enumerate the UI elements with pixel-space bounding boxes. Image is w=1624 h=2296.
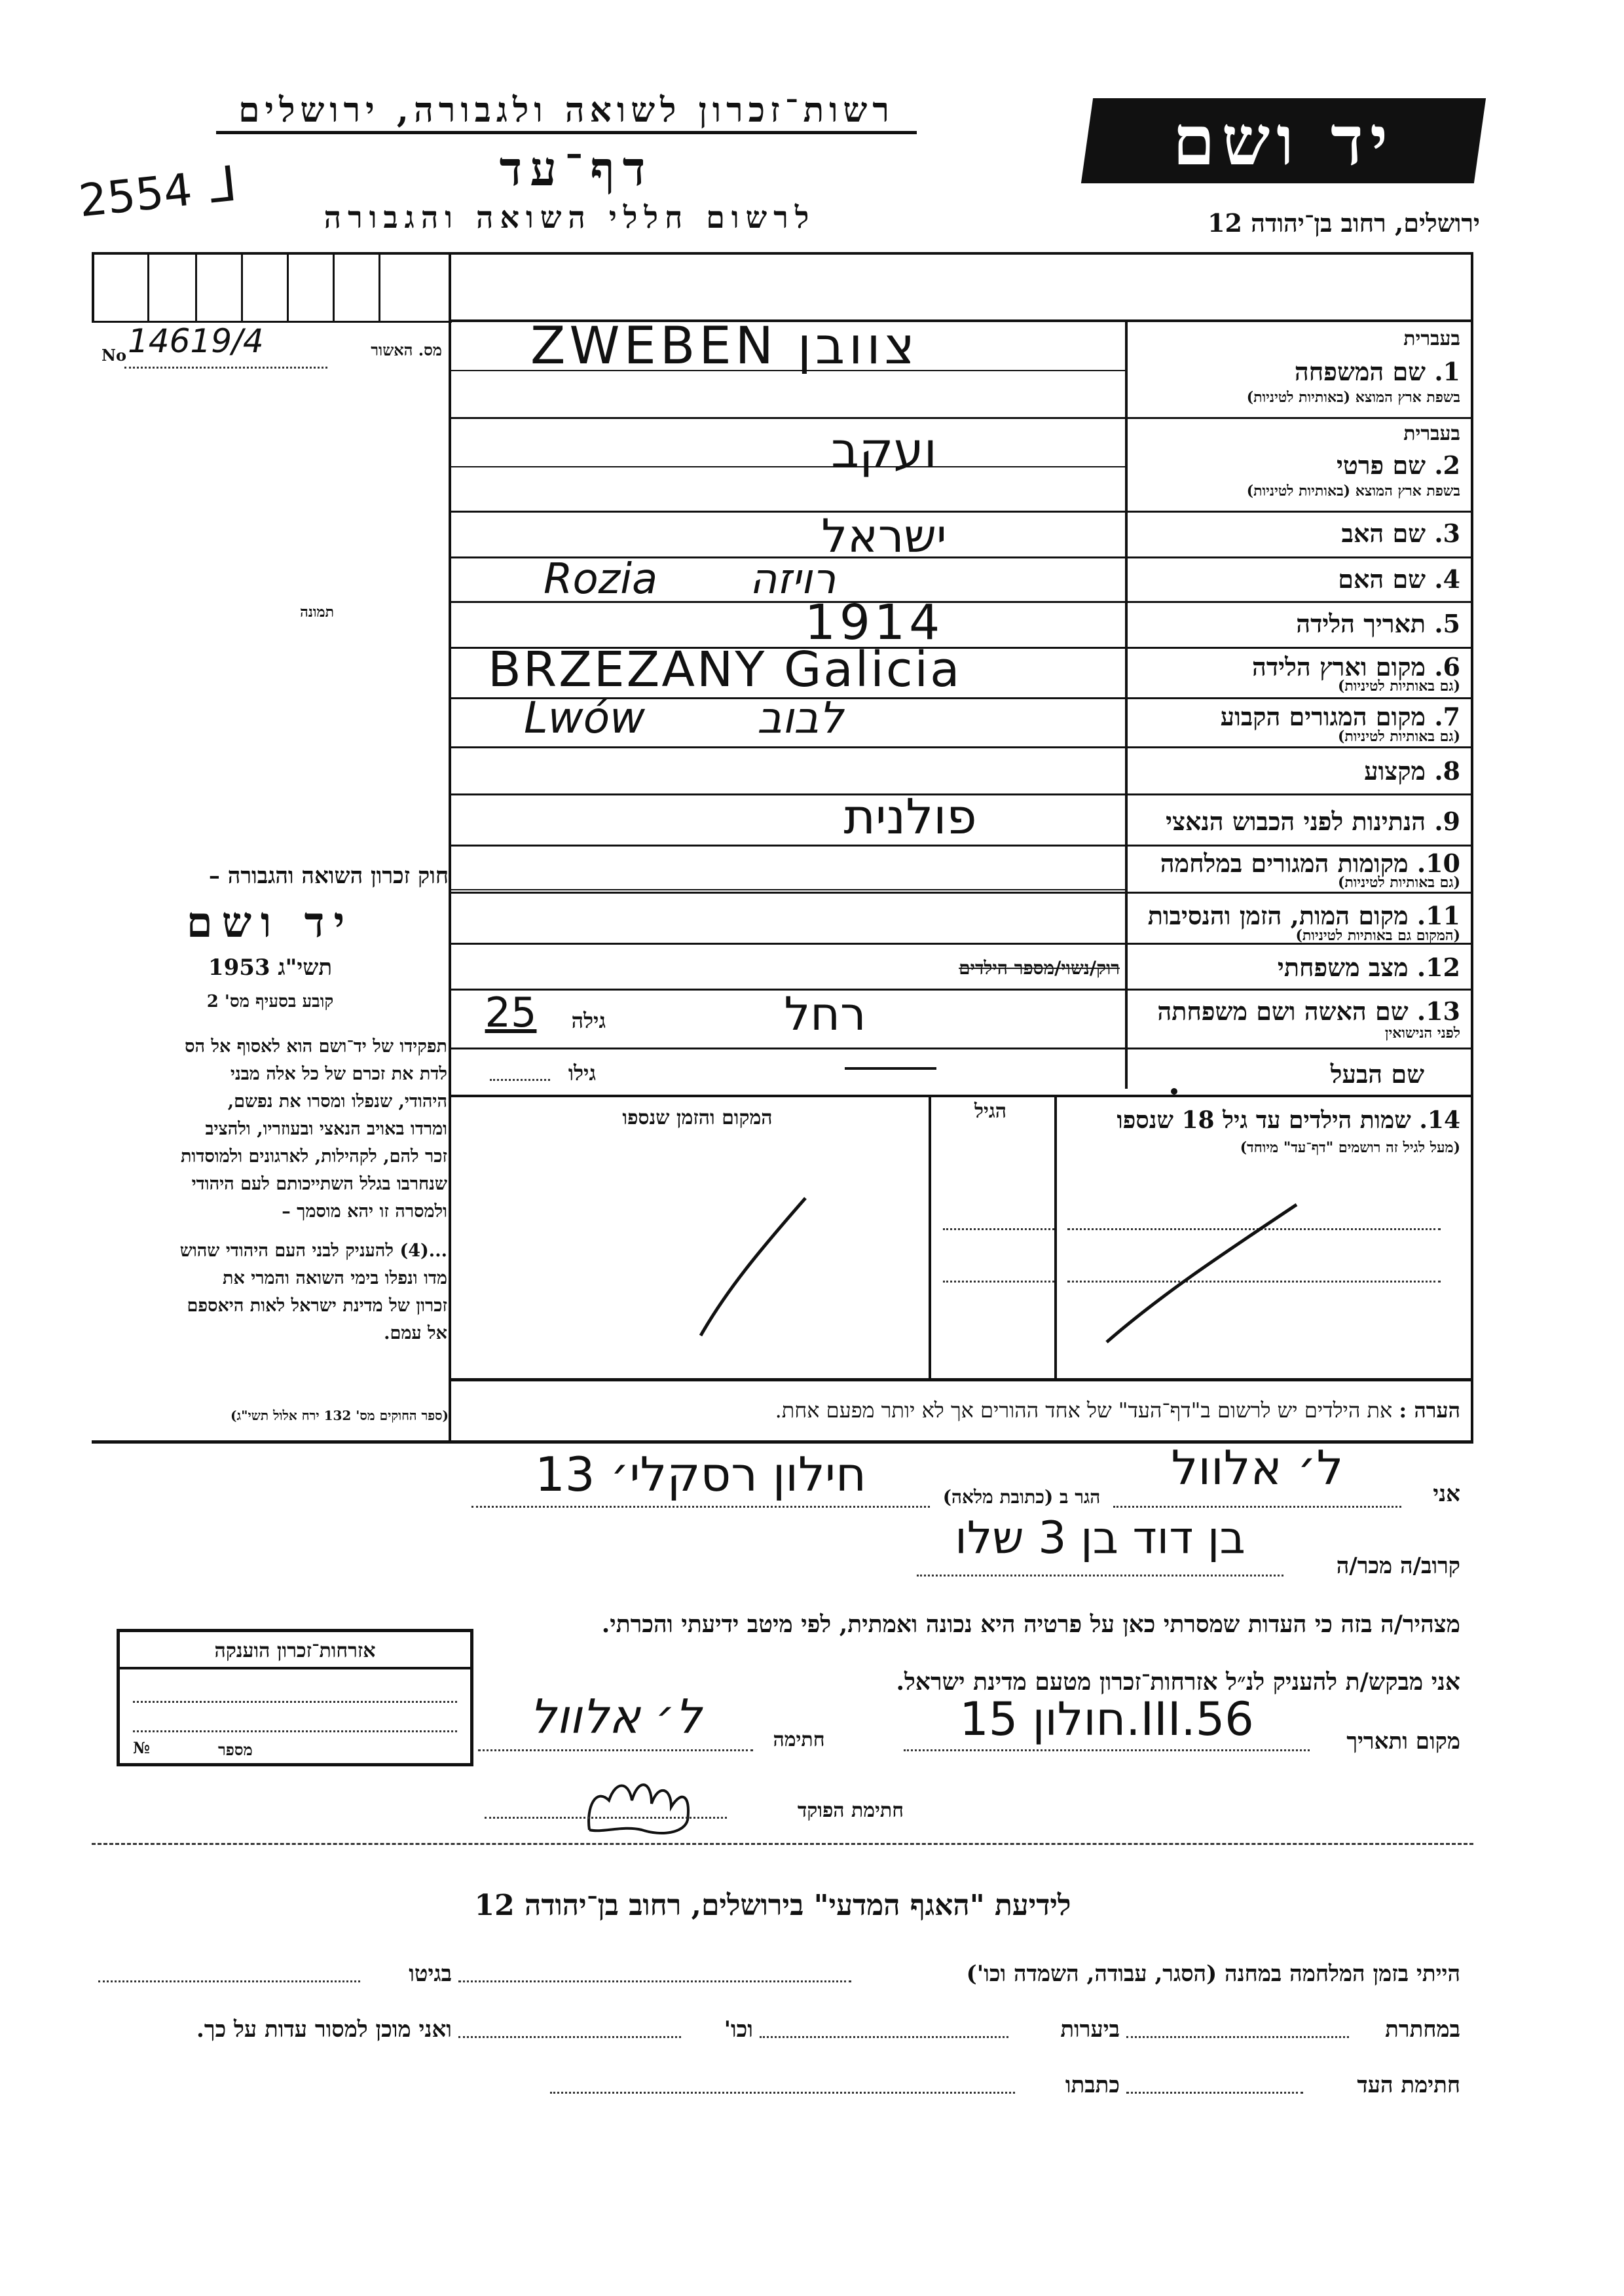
field-7-label: 7. מקום המגורים הקבוע	[1220, 702, 1460, 731]
wife-age-label: גילה	[571, 1008, 606, 1033]
signature-label: חתימה	[773, 1728, 825, 1751]
children-col-place: המקום והזמן שנספו	[622, 1106, 773, 1129]
law-year: תשי"ג 1953	[208, 955, 333, 981]
children-col-age: הגיל	[974, 1100, 1007, 1123]
approval-field	[101, 322, 442, 367]
footer-line2-mid1: ביערות	[1060, 2016, 1120, 2043]
authority-title: רשות־זכרון לשואה ולגבורה, ירושלים	[238, 90, 895, 130]
citizenship-title: אזרחות־זכרון הוענקה	[120, 1635, 470, 1669]
field-9-label: 9. הנתינות לפני הכבוש הנאצי	[1166, 807, 1460, 836]
official-label: חתימת הפוקד	[797, 1799, 904, 1822]
husband-age-label: גילו	[568, 1061, 596, 1085]
label-divider	[1125, 319, 1128, 1089]
approval-value: 14619/4	[128, 322, 264, 360]
field-3-value: ישראל	[821, 509, 947, 563]
request: אני מבקש/ת להעניק לנ״ל אזרחות־זכרון מטעם מדינת ישראל.	[896, 1668, 1460, 1696]
logo	[1081, 98, 1486, 183]
field-13-value: רחל	[784, 987, 866, 1041]
footer-line1-label: הייתי בזמן המלחמה במחנה (הסגר, עבודה, השמדה וכו')	[966, 1961, 1460, 1987]
field-13-sub: לפני הנישואין	[1384, 1025, 1460, 1042]
witness-ani-label: אני	[1433, 1481, 1460, 1507]
children-col-divider-1	[929, 1095, 931, 1379]
field-12-label: 12. מצב משפחתי	[1277, 953, 1460, 982]
citizenship-number-label: מספר	[218, 1740, 253, 1759]
field-1-sub: בשפת ארץ המוצא (באותיות לטיניות)	[1246, 389, 1460, 406]
footer-line1-end: בגיטו	[409, 1961, 452, 1987]
field-4-label: 4. שם האם	[1338, 564, 1460, 594]
address: ירושלים, רחוב בן־יהודה 12	[1208, 208, 1480, 238]
witness-resident-label: הגר ב (כתובת מלאה)	[942, 1486, 1101, 1508]
approval-no-label: No	[101, 346, 126, 365]
children-col-divider-2	[1054, 1095, 1057, 1379]
citizenship-number-prefix: №	[133, 1738, 151, 1757]
field-1-lang: בעברית	[1403, 327, 1460, 350]
footer-line2-end: ואני מוכן למסור עדות על כך.	[196, 2016, 452, 2043]
field-7-value: Lwów לבוב	[524, 693, 843, 743]
footer-line2-start: במחתרת	[1385, 2016, 1460, 2043]
field-8-label: 8. מקצוע	[1364, 756, 1460, 786]
archive-mark-icon: ᒧ	[189, 155, 240, 217]
note: הערה : את הילדים יש לרשום ב"דף־העד" של אחד ההורים אך לא יותר מפעם אחת.	[775, 1398, 1460, 1423]
children-cancel-mark-left	[688, 1192, 819, 1342]
logo-text: יד ושם	[1172, 100, 1395, 181]
form-title: דף־עד	[499, 141, 654, 196]
children-label: 14. שמות הילדים עד גיל 18 שנספו	[1116, 1106, 1460, 1134]
citizenship-box	[117, 1629, 473, 1766]
footer-line2-mid2: וכו'	[724, 2016, 753, 2043]
form-subtitle: לרשום חללי השואה והגבורה	[323, 200, 816, 235]
field-3-label: 3. שם האב	[1341, 519, 1460, 548]
declaration: מצהיר/ה בזה כי העדות שמסרתי כאן על פרטיה היא נכונה ואמתית, לפי מיטב ידיעתי והכרתי.	[601, 1611, 1460, 1638]
field-12-value: רוק/נשוי/מספר הילדים	[959, 957, 1120, 979]
field-5-label: 5. תאריך הלידה	[1296, 609, 1460, 638]
field-13-label: 13. שם האשה ושם משפחתה	[1157, 996, 1460, 1026]
official-signature	[576, 1768, 733, 1840]
law-body: תפקידו של יד־ושם הוא לאסוף אל הס לדת את זכרם של כל אלה מבני היהודי, שנפלו ומסרו את נפשם, ומרדו באויב הנאצי ובעוזריו, ולהציב זכר להם, לקהילות, לארגונים ולמוסדות שנחרבו בגלל השתייכותם לעם היהודי ולמסרה זו יהא מוסמך – ...(4) להעניק לבני העם היהודי שהוש מדו ונפלו בימי השואה והמרי את זכרון של מדינת ישראל לאות היאספם אל עמם.	[179, 1036, 447, 1343]
children-sub: (מעל לגיל זה רושמים "דף־עד" מיוחד)	[1240, 1139, 1460, 1156]
law-source: (ספר החוקים מס' 132 ירח אלול תשי"ג)	[231, 1408, 449, 1423]
frame-right	[1471, 252, 1473, 1444]
footer-heading: לידיעת "האגף המדעי" בירושלים, רחוב בן־יהודה 12	[474, 1889, 1071, 1922]
signature-value: ל׳ אלוול	[529, 1689, 702, 1744]
archive-number: 2554 ᒧ	[76, 155, 240, 228]
field-7-sub: (גם באותיות לטיניות)	[1337, 728, 1460, 745]
column-divider	[449, 252, 451, 1444]
field-6-value: BRZEZANY Galicia	[488, 642, 962, 698]
field-9-value: פולנית	[843, 789, 977, 845]
husband-label: שם הבעל	[1330, 1059, 1424, 1089]
field-2-value: ועקב	[831, 422, 937, 479]
relation-label: קרוב/ה מכר/ה	[1336, 1553, 1460, 1579]
field-11-label: 11. מקום המות, הזמן והנסיבות	[1147, 901, 1460, 930]
approval-label: מס. האשור	[371, 340, 442, 359]
field-10-sub: (גם באותיות לטיניות)	[1337, 874, 1460, 891]
ink-dot-icon	[1171, 1088, 1177, 1095]
place-date-value: חולון 15.III.56	[959, 1692, 1254, 1746]
photo-label: תמונה	[300, 604, 334, 621]
field-6-sub: (גם באותיות לטיניות)	[1337, 678, 1460, 695]
law-name: יד ושם	[186, 898, 354, 947]
wife-age-value: 25	[485, 989, 537, 1036]
footer-line3-label: חתימת העד	[1357, 2072, 1460, 2098]
relation-value: בן דוד בן 3 שלו	[955, 1512, 1246, 1564]
children-cancel-mark-right	[1100, 1198, 1303, 1349]
field-2-lang: בעברית	[1403, 422, 1460, 445]
field-2-sub: בשפת ארץ המוצא (באותיות לטיניות)	[1246, 483, 1460, 500]
field-6-label: 6. מקום וארץ הלידה	[1252, 652, 1460, 682]
field-10-label: 10. מקומות המגורים במלחמה	[1160, 848, 1460, 878]
law-clause: קובע בסעיף מס' 2	[206, 992, 334, 1011]
field-4-value: Rozia רויזה	[544, 555, 836, 604]
law-title: חוק זכרון השואה והגבורה –	[208, 863, 449, 889]
field-11-sub: (המקום גם באותיות לטיניות)	[1295, 927, 1460, 944]
field-2-label: 2. שם פרטי	[1336, 450, 1460, 480]
field-1-label: 1. שם המשפחה	[1294, 357, 1460, 386]
field-1-value: ZWEBEN צוובן	[530, 317, 919, 376]
witness-address: חילון רסקלי׳ 13	[534, 1447, 867, 1502]
frame-top	[92, 252, 1473, 255]
field-5-value: 1914	[804, 594, 944, 651]
place-date-label: מקום ותאריך	[1346, 1728, 1460, 1755]
footer-line3-mid: כתבתו	[1065, 2072, 1120, 2098]
witness-name: ל׳ אלוול	[1171, 1440, 1344, 1495]
